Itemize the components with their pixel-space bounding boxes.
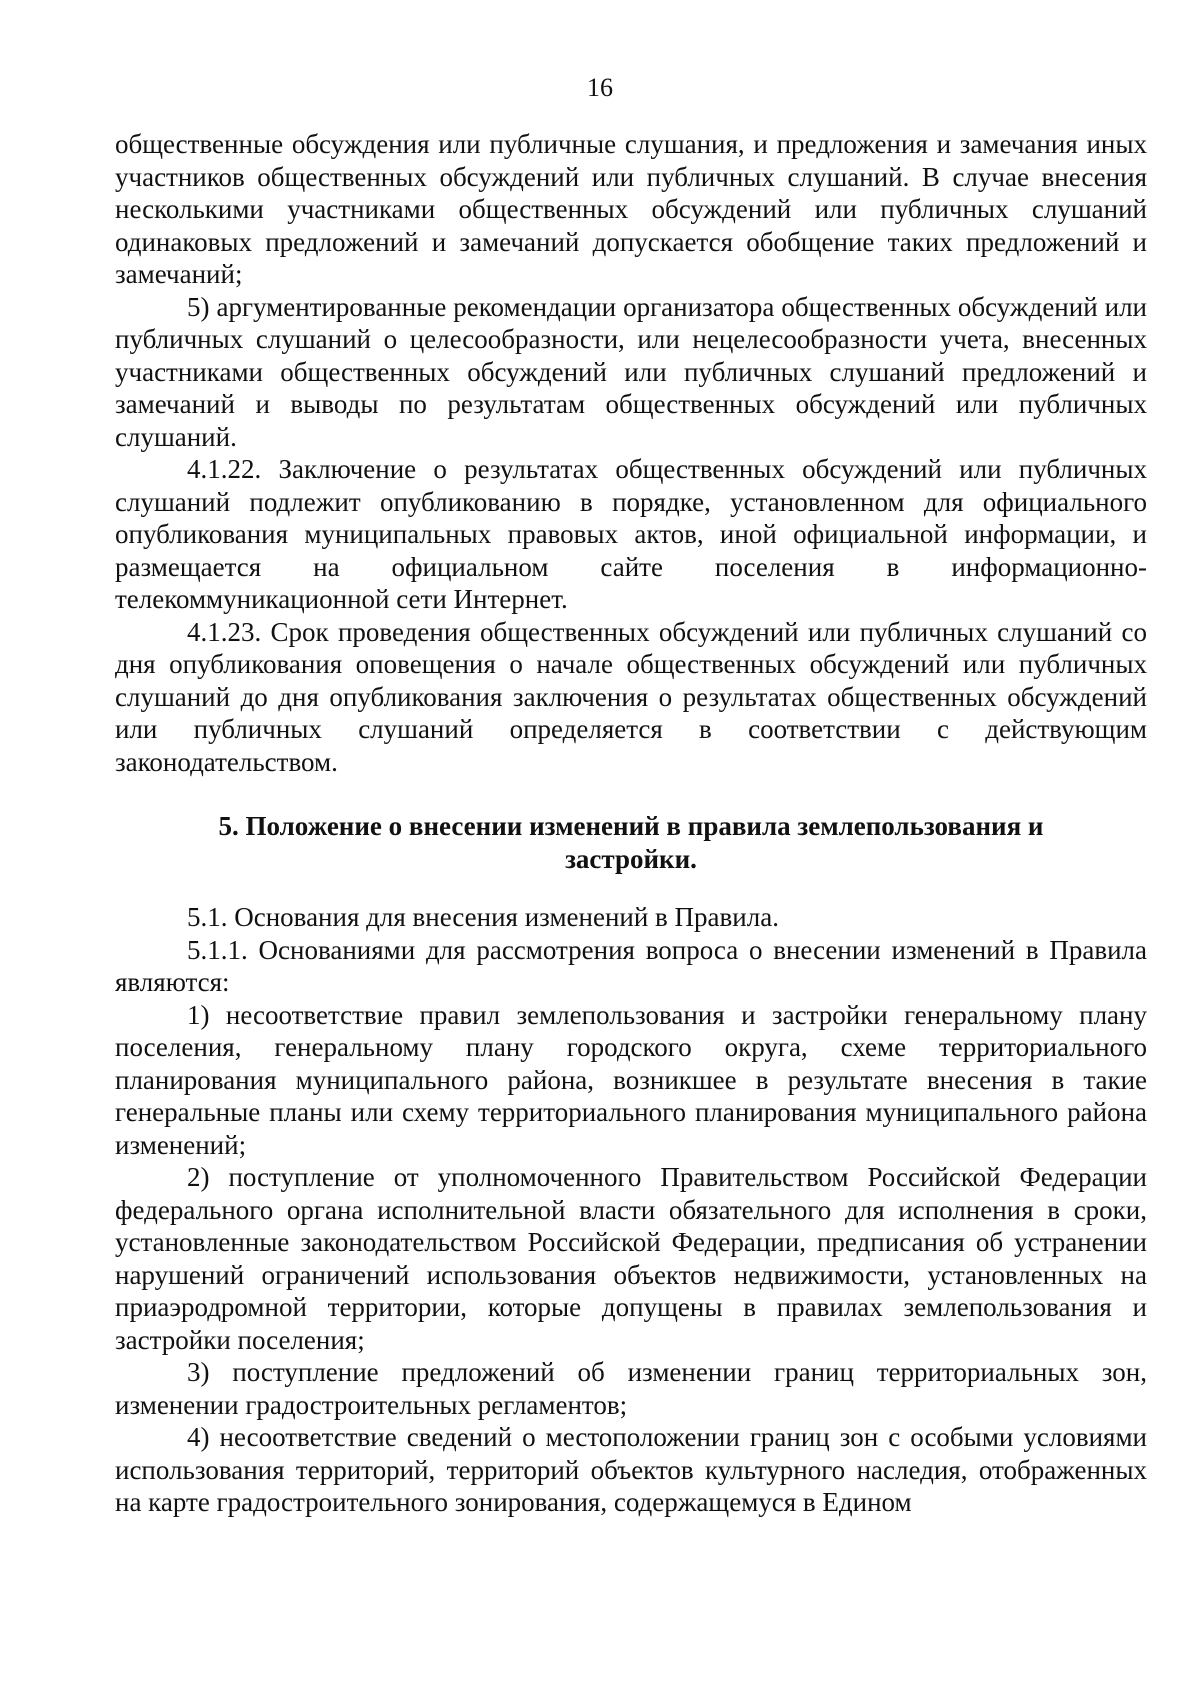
clause-5-1-1: 5.1.1. Основаниями для рассмотрения вопроса о внесении изменений в Правила являются: bbox=[115, 934, 1147, 997]
clause-4-1-22: 4.1.22. Заключение о результатах общественных обсуждений или публичных слушаний подлежит опубликованию в порядке, установленном для официального опубликования муниципальных правовых актов, иной официальной информации, и размещается на официальном сайте поселения в информационно-телекоммуникационной сети Интернет. bbox=[115, 454, 1147, 614]
clause-5-1: 5.1. Основания для внесения изменений в Правила. bbox=[187, 902, 779, 932]
list-item-5: 5) аргументированные рекомендации организатора общественных обсуждений или публичных слушаний о целесообразности, или нецелесообразности учета, внесенных участниками общественных обсуждений или публичных слушаний предложений и замечаний и выводы по результатам общественных обсуждений или публичных слушаний. bbox=[115, 291, 1147, 452]
document-body bbox=[115, 128, 1147, 1519]
list-item-2: 2) поступление от уполномоченного Правительством Российской Федерации федерального органа исполнительной власти обязательного для исполнения в сроки, установленные законодательством Российской Федерации, предписания об устранении нарушений ограничений использования объектов недвижимости, установленных на приаэродромной территории, которые допущены в правилах землепользования и застройки поселения; bbox=[115, 1162, 1147, 1355]
paragraph-continuation: общественные обсуждения или публичные слушания, и предложения и замечания иных участников общественных обсуждений или публичных слушаний. В случае внесения несколькими участниками общественных обсуждений или публичных слушаний одинаковых предложений и замечаний допускается обобщение таких предложений и замечаний; bbox=[115, 129, 1147, 289]
page-number: 16 bbox=[587, 73, 613, 102]
list-item-3: 3) поступление предложений об изменении границ территориальных зон, изменении градостроительных регламентов; bbox=[115, 1357, 1147, 1420]
clause-4-1-23: 4.1.23. Срок проведения общественных обсуждений или публичных слушаний со дня опубликования оповещения о начале общественных обсуждений или публичных слушаний до дня опубликования заключения о результатах общественных обсуждений или публичных слушаний определяется в соответствии с действующим законодательством. bbox=[115, 616, 1147, 777]
list-item-1: 1) несоответствие правил землепользования и застройки генеральному плану поселения, генеральному плану городского округа, схеме территориального планирования муниципального района, возникшее в результате внесения в такие генеральные планы или схему территориального планирования муниципального района изменений; bbox=[115, 999, 1147, 1160]
section-heading-5: 5. Положение о внесении изменений в правила землепользования и застройки. bbox=[218, 811, 1044, 874]
list-item-4: 4) несоответствие сведений о местоположении границ зон с особыми условиями использования территорий, территорий объектов культурного наследия, отображенных на карте градостроительного зонирования, содержащемуся в Едином bbox=[115, 1422, 1147, 1517]
